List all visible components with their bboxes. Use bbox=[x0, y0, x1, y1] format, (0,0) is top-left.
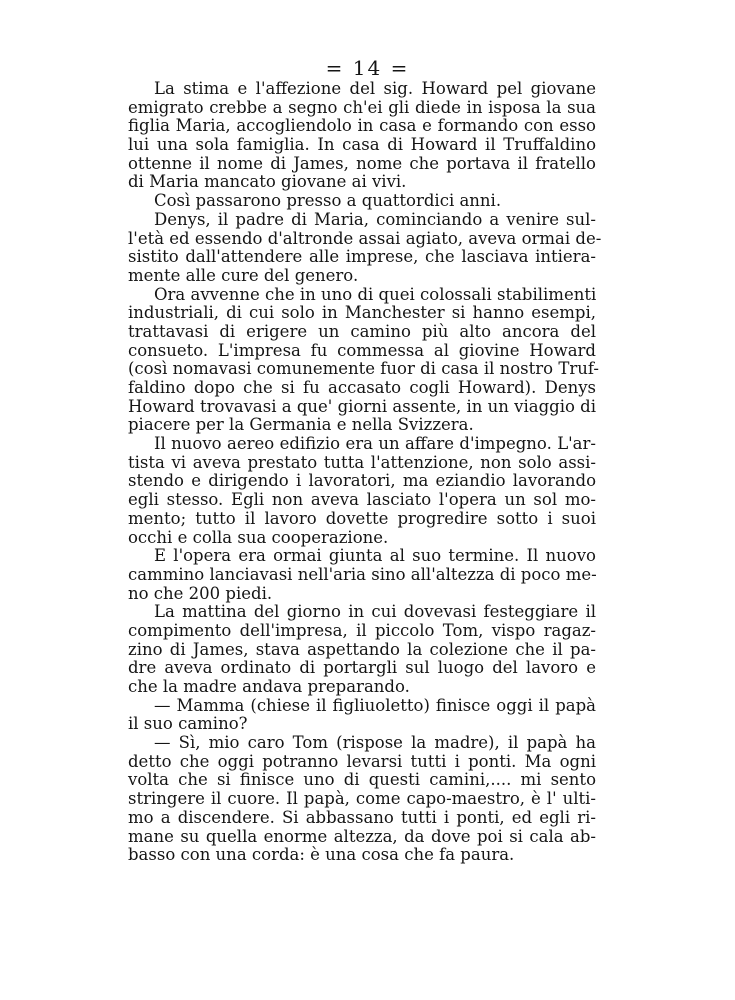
text-line: tista vi aveva prestato tutta l'attenzione, non solo assi- bbox=[128, 452, 596, 472]
text-line: no che 200 piedi. bbox=[128, 583, 273, 603]
text-line: emigrato crebbe a segno ch'ei gli diede in isposa la sua bbox=[128, 97, 596, 117]
text-line: (così nomavasi comunemente fuor di casa il nostro Truf- bbox=[128, 359, 599, 379]
text-line: mo a discendere. Si abbassano tutti i ponti, ed egli ri- bbox=[128, 807, 596, 827]
text-line: occhi e colla sua cooperazione. bbox=[128, 527, 389, 547]
text-line: Denys, il padre di Maria, cominciando a venire sul- bbox=[154, 209, 596, 229]
text-line: egli stesso. Egli non aveva lasciato l'opera un sol mo- bbox=[128, 490, 596, 510]
text-line: di Maria mancato giovane ai vivi. bbox=[128, 172, 407, 192]
text-line: mento; tutto il lavoro dovette progredire sotto i suoi bbox=[128, 508, 596, 528]
text-line: faldino dopo che si fu accasato cogli Howard). Denys bbox=[128, 378, 596, 397]
text-line: piacere per la Germania e nella Svizzera. bbox=[128, 415, 474, 435]
text-line: cammino lanciavasi nell'aria sino all'altezza di poco me- bbox=[128, 564, 597, 584]
text-line: dre aveva ordinato di portargli sul luogo del lavoro e bbox=[128, 658, 596, 678]
text-line: consueto. L'impresa fu commessa al giovine Howard bbox=[128, 340, 596, 360]
text-line: industriali, di cui solo in Manchester si hanno esempi, bbox=[128, 303, 596, 323]
text-line: mane su quella enorme altezza, da dove poi si cala ab- bbox=[128, 826, 596, 846]
text-line: volta che si finisce uno di questi camini,.... mi sento bbox=[128, 770, 596, 790]
text-line: — Mamma (chiese il figliuoletto) finisce oggi il papà bbox=[154, 695, 596, 715]
text-line: stringere il cuore. Il papà, come capo-maestro, è l' ulti- bbox=[128, 789, 596, 809]
text-line: l'età ed essendo d'altronde assai agiato, aveva ormai de- bbox=[128, 228, 602, 248]
text-line: E l'opera era ormai giunta al suo termine. Il nuovo bbox=[154, 546, 596, 566]
text-line: La mattina del giorno in cui dovevasi festeggiare il bbox=[154, 602, 596, 622]
text-line: figlia Maria, accogliendolo in casa e formando con esso bbox=[128, 116, 596, 136]
text-line: Così passarono presso a quattordici anni. bbox=[154, 191, 502, 211]
text-line: stendo e dirigendo i lavoratori, ma eziandio lavorando bbox=[128, 471, 596, 491]
text-line: ottenne il nome di James, nome che portava il fratello bbox=[128, 153, 596, 173]
body-text bbox=[128, 79, 602, 865]
text-line: sistito dall'attendere alle imprese, che lasciava intiera- bbox=[128, 247, 596, 267]
text-line: lui una sola famiglia. In casa di Howard il Truffaldino bbox=[128, 135, 596, 155]
text-line: Ora avvenne che in uno di quei colossali stabilimenti bbox=[154, 284, 597, 304]
text-line: che la madre andava preparando. bbox=[128, 677, 410, 696]
text-line: — Sì, mio caro Tom (rispose la madre), il papà ha bbox=[154, 733, 596, 753]
text-line: Il nuovo aereo edifizio era un affare d'impegno. L'ar- bbox=[154, 434, 596, 454]
text-line: il suo camino? bbox=[128, 714, 248, 734]
text-line: mente alle cure del genero. bbox=[128, 265, 359, 285]
page-number: = 14 = bbox=[325, 56, 410, 80]
text-line: zino di James, stava aspettando la colezione che il pa- bbox=[128, 639, 596, 659]
text-line: detto che oggi potranno levarsi tutti i ponti. Ma ogni bbox=[128, 751, 596, 771]
text-line: La stima e l'affezione del sig. Howard pel giovane bbox=[154, 79, 596, 98]
text-line: trattavasi di erigere un camino più alto ancora del bbox=[128, 321, 596, 341]
text-line: Howard trovavasi a que' giorni assente, in un viaggio di bbox=[128, 396, 596, 416]
text-line: compimento dell'impresa, il piccolo Tom, vispo ragaz- bbox=[128, 620, 596, 640]
text-line: basso con una corda: è una cosa che fa paura. bbox=[128, 845, 515, 865]
